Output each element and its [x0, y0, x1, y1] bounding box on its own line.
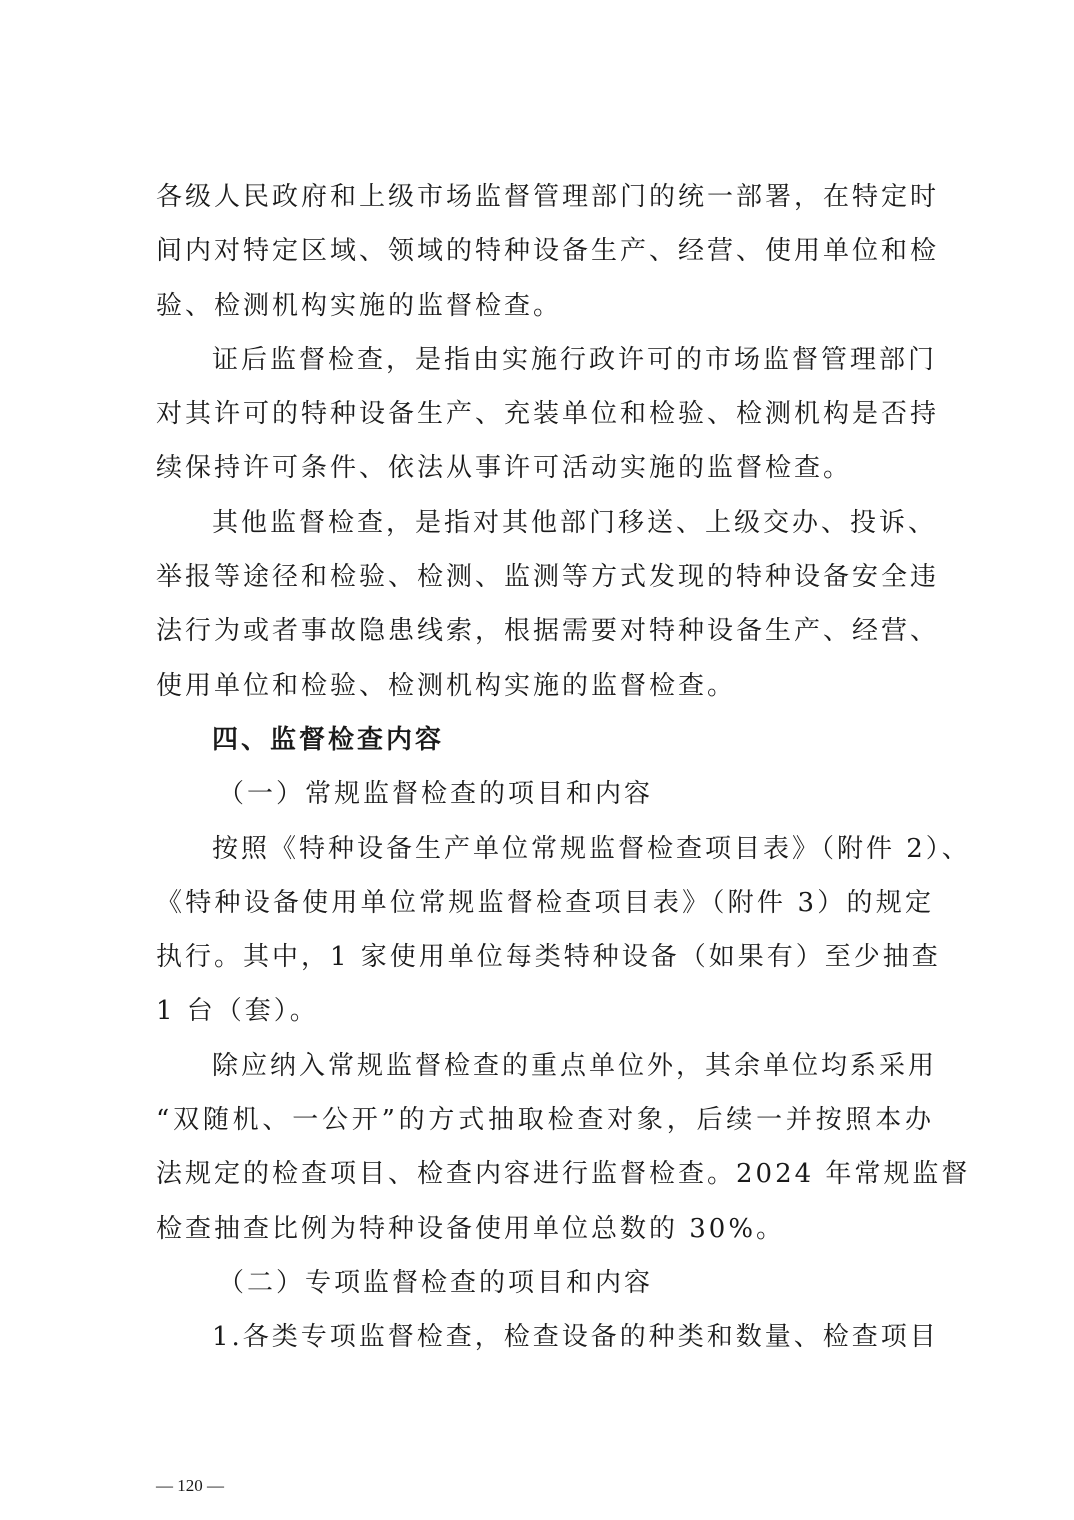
paragraph-line: 法行为或者事故隐患线索，根据需要对特种设备生产、经营、 [156, 616, 940, 647]
paragraph-line: 其他监督检查，是指对其他部门移送、上级交办、投诉、 [212, 507, 938, 538]
paragraph-line: 执行。其中，1 家使用单位每类特种设备（如果有）至少抽查 [156, 942, 941, 973]
paragraph-line: 对其许可的特种设备生产、充装单位和检验、检测机构是否持 [156, 399, 940, 430]
paragraph-line: 1 台（套）。 [156, 996, 319, 1027]
paragraph-line: 证后监督检查，是指由实施行政许可的市场监督管理部门 [212, 344, 938, 375]
section-heading: 四、监督检查内容 [212, 724, 445, 755]
paragraph-line: “双随机、一公开”的方式抽取检查对象，后续一并按照本办 [156, 1105, 934, 1136]
paragraph-line: 间内对特定区域、领域的特种设备生产、经营、使用单位和检 [156, 236, 940, 267]
page-number: — 120 — [156, 1476, 224, 1495]
paragraph-line: 续保持许可条件、依法从事许可活动实施的监督检查。 [156, 453, 853, 484]
paragraph-line: 按照《特种设备生产单位常规监督检查项目表》（附件 2）、 [212, 833, 971, 864]
subsection-heading: （一）常规监督检查的项目和内容 [218, 779, 654, 810]
paragraph-line: 1.各类专项监督检查，检查设备的种类和数量、检查项目 [212, 1322, 939, 1353]
paragraph-line: 举报等途径和检验、检测、监测等方式发现的特种设备安全违 [156, 562, 940, 593]
paragraph-line: 法规定的检查项目、检查内容进行监督检查。2024 年常规监督 [156, 1159, 971, 1190]
paragraph-line: 检查抽查比例为特种设备使用单位总数的 30%。 [156, 1213, 786, 1244]
body-text [156, 170, 971, 1365]
paragraph-line: 《特种设备使用单位常规监督检查项目表》（附件 3）的规定 [156, 887, 934, 918]
paragraph-line: 各级人民政府和上级市场监督管理部门的统一部署，在特定时 [156, 182, 940, 212]
subsection-heading: （二）专项监督检查的项目和内容 [218, 1267, 654, 1298]
paragraph-line: 除应纳入常规监督检查的重点单位外，其余单位均系采用 [212, 1050, 938, 1081]
paragraph-line: 验、检测机构实施的监督检查。 [156, 290, 563, 321]
paragraph-line: 使用单位和检验、检测机构实施的监督检查。 [156, 670, 737, 701]
